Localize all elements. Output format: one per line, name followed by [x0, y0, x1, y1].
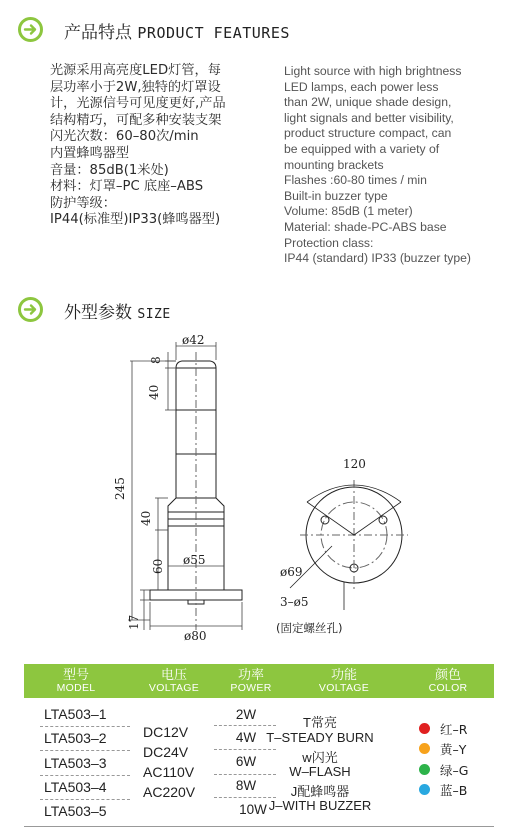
dim-total-h: 245 — [113, 477, 127, 500]
cn-line: 层功率小于2W,独特的灯罩设 — [50, 79, 221, 95]
power-cell: 2W — [235, 707, 257, 722]
color-dot-icon — [419, 764, 430, 775]
en-line: Material: shade-PC-ABS base — [284, 219, 447, 234]
size-section-title — [64, 298, 171, 323]
model-cell: LTA503–1 — [44, 706, 107, 722]
row-divider — [214, 797, 276, 798]
en-line: light signals and better visibility, — [284, 110, 454, 125]
voltage-cell: DC24V — [143, 744, 189, 760]
model-cell: LTA503–4 — [44, 779, 107, 795]
voltage-cell: AC220V — [143, 784, 196, 800]
header-color: 颜色 COLOR — [428, 667, 468, 694]
en-line: IP44 (standard) IP33 (buzzer type) — [284, 251, 471, 266]
size-title-cn: 外型参数 — [64, 303, 132, 323]
color-label: 红–R — [440, 722, 468, 737]
dim-tier-h: 40 — [147, 384, 161, 400]
en-line: LED lamps, each power less — [284, 79, 439, 94]
dimension-drawing — [0, 330, 521, 650]
cn-line: 音量：85dB(1米处) — [50, 162, 169, 178]
en-line: Built-in buzzer type — [284, 188, 388, 203]
en-line: product structure compact, can — [284, 126, 452, 141]
features-title-en: PRODUCT FEATURES — [137, 24, 290, 42]
en-line: be equipped with a variety of — [284, 141, 440, 156]
header-voltage: 电压 VOLTAGE — [148, 667, 200, 694]
dim-angle: 120 — [343, 457, 366, 471]
dim-plate-h: 17 — [127, 614, 141, 630]
color-label: 蓝–B — [440, 783, 468, 798]
cn-line: 计，光源信号可见度更好,产品 — [50, 96, 226, 112]
color-label: 绿–G — [440, 763, 469, 778]
color-label: 黄–Y — [440, 742, 467, 757]
model-cell: LTA503–5 — [44, 803, 107, 819]
row-divider — [40, 750, 130, 751]
cn-line: 材料：灯罩–PC 底座–ABS — [50, 179, 204, 195]
model-cell: LTA503–3 — [44, 755, 107, 771]
power-cell: 8W — [235, 778, 257, 793]
row-divider — [40, 726, 130, 727]
en-line: Flashes :60-80 times / min — [284, 173, 427, 188]
cn-line: 闪光次数：60–80次/min — [50, 129, 199, 145]
cn-line: 防护等级： — [50, 195, 116, 211]
power-cell: 6W — [235, 754, 257, 769]
spec-table-header — [24, 664, 494, 698]
size-title-en: SIZE — [137, 307, 171, 322]
dim-cap-h: 8 — [149, 356, 163, 364]
dim-base-dia: ø55 — [183, 553, 206, 567]
cn-line: 内置蜂鸣器型 — [50, 145, 130, 161]
dim-base-h: 60 — [151, 558, 165, 574]
dim-holes: 3–ø5 — [280, 595, 309, 609]
row-divider — [214, 749, 276, 750]
row-divider — [40, 775, 130, 776]
arrow-right-circle-icon — [18, 17, 43, 42]
row-divider — [214, 725, 276, 726]
color-dot-icon — [419, 723, 430, 734]
features-cn-text — [50, 63, 275, 229]
en-line: mounting brackets — [284, 157, 384, 172]
dim-holes-note: (固定螺丝孔) — [276, 621, 343, 635]
voltage-cell: AC110V — [143, 764, 195, 780]
features-en-text — [284, 64, 519, 267]
model-cell: LTA503–2 — [44, 730, 107, 746]
en-line: Volume: 85dB (1 meter) — [284, 204, 413, 219]
cn-line: 结构精巧，可配多种安装支架 — [50, 112, 222, 128]
color-dot-icon — [419, 784, 430, 795]
cn-line: 光源采用高亮度LED灯管，每 — [50, 63, 221, 78]
table-bottom-rule — [24, 826, 494, 827]
features-section-title — [64, 18, 290, 43]
power-cell: 10W — [239, 802, 267, 817]
dim-body-h: 40 — [139, 510, 153, 526]
cn-line: IP44(标准型)IP33(蜂鸣器型) — [50, 212, 221, 228]
header-model: 型号 MODEL — [56, 667, 96, 694]
color-dot-icon — [419, 743, 430, 754]
en-line: Light source with high brightness — [284, 64, 462, 78]
dim-pcd: ø69 — [280, 565, 303, 579]
arrow-right-circle-icon — [18, 297, 43, 322]
bottom-view — [290, 480, 408, 610]
row-divider — [214, 774, 276, 775]
power-cell: 4W — [235, 730, 257, 745]
en-line: than 2W, unique shade design, — [284, 95, 452, 110]
voltage-cell: DC12V — [143, 724, 189, 740]
features-title-cn: 产品特点 — [64, 23, 132, 43]
row-divider — [40, 799, 130, 800]
dim-top-dia: ø42 — [182, 333, 205, 347]
dim-plate-dia: ø80 — [184, 629, 207, 643]
header-function: 功能 VOLTAGE — [318, 667, 370, 694]
header-power: 功率 POWER — [230, 667, 272, 694]
en-line: Protection class: — [284, 235, 374, 250]
